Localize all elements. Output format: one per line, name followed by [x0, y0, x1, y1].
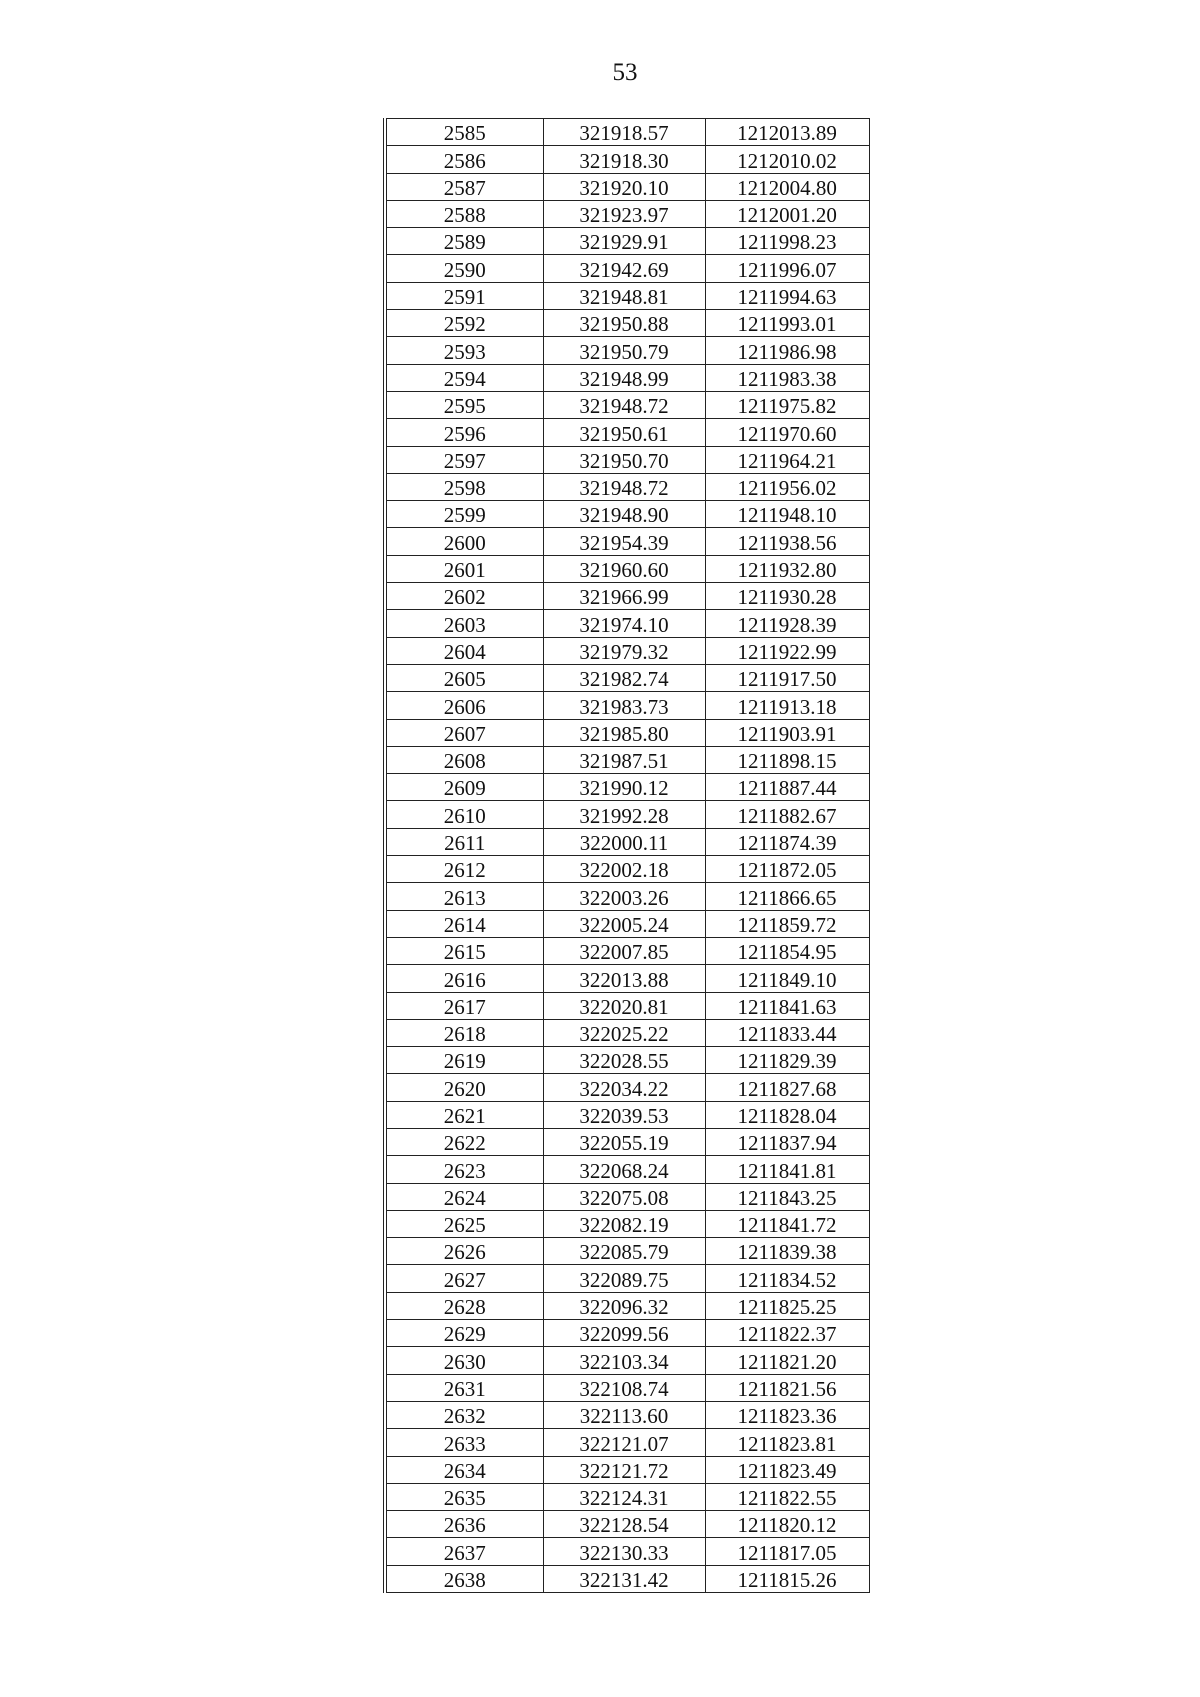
table-row [385, 1374, 869, 1401]
y-coordinate-cell: 1211913.18 [705, 692, 869, 719]
x-coordinate-cell: 321948.90 [543, 501, 705, 528]
x-coordinate-cell: 321990.12 [543, 774, 705, 801]
point-number-cell: 2598 [385, 473, 543, 500]
point-number-cell: 2622 [385, 1128, 543, 1155]
y-coordinate-cell: 1211996.07 [705, 255, 869, 282]
table-row [385, 965, 869, 992]
y-coordinate-cell: 1211822.55 [705, 1483, 869, 1510]
x-coordinate-cell: 321950.88 [543, 310, 705, 337]
x-coordinate-cell: 321948.72 [543, 473, 705, 500]
x-coordinate-cell: 321918.57 [543, 119, 705, 146]
y-coordinate-cell: 1211998.23 [705, 228, 869, 255]
table-row [385, 1429, 869, 1456]
point-number-cell: 2627 [385, 1265, 543, 1292]
point-number-cell: 2613 [385, 883, 543, 910]
x-coordinate-cell: 321954.39 [543, 528, 705, 555]
point-number-cell: 2611 [385, 828, 543, 855]
table-row [385, 255, 869, 282]
point-number-cell: 2590 [385, 255, 543, 282]
y-coordinate-cell: 1211859.72 [705, 910, 869, 937]
table-row [385, 200, 869, 227]
x-coordinate-cell: 322000.11 [543, 828, 705, 855]
table-row [385, 1511, 869, 1538]
coordinate-table [383, 118, 870, 1593]
y-coordinate-cell: 1211903.91 [705, 719, 869, 746]
table-row [385, 992, 869, 1019]
x-coordinate-cell: 322130.33 [543, 1538, 705, 1565]
y-coordinate-cell: 1211928.39 [705, 610, 869, 637]
point-number-cell: 2593 [385, 337, 543, 364]
table-row [385, 801, 869, 828]
point-number-cell: 2632 [385, 1401, 543, 1428]
x-coordinate-cell: 321950.79 [543, 337, 705, 364]
y-coordinate-cell: 1212010.02 [705, 146, 869, 173]
point-number-cell: 2604 [385, 637, 543, 664]
coordinate-table-body [385, 119, 869, 1593]
point-number-cell: 2624 [385, 1183, 543, 1210]
table-row [385, 473, 869, 500]
point-number-cell: 2619 [385, 1047, 543, 1074]
x-coordinate-cell: 321982.74 [543, 664, 705, 691]
point-number-cell: 2602 [385, 583, 543, 610]
x-coordinate-cell: 322113.60 [543, 1401, 705, 1428]
table-row [385, 364, 869, 391]
y-coordinate-cell: 1211823.36 [705, 1401, 869, 1428]
table-row [385, 746, 869, 773]
point-number-cell: 2597 [385, 446, 543, 473]
y-coordinate-cell: 1212001.20 [705, 200, 869, 227]
table-row [385, 337, 869, 364]
x-coordinate-cell: 322068.24 [543, 1156, 705, 1183]
x-coordinate-cell: 322085.79 [543, 1238, 705, 1265]
point-number-cell: 2634 [385, 1456, 543, 1483]
y-coordinate-cell: 1211837.94 [705, 1128, 869, 1155]
table-row [385, 1238, 869, 1265]
x-coordinate-cell: 322039.53 [543, 1101, 705, 1128]
table-row [385, 856, 869, 883]
x-coordinate-cell: 322082.19 [543, 1210, 705, 1237]
y-coordinate-cell: 1211866.65 [705, 883, 869, 910]
x-coordinate-cell: 322096.32 [543, 1292, 705, 1319]
x-coordinate-cell: 321985.80 [543, 719, 705, 746]
y-coordinate-cell: 1211817.05 [705, 1538, 869, 1565]
y-coordinate-cell: 1211839.38 [705, 1238, 869, 1265]
y-coordinate-cell: 1211841.63 [705, 992, 869, 1019]
point-number-cell: 2600 [385, 528, 543, 555]
y-coordinate-cell: 1211821.20 [705, 1347, 869, 1374]
point-number-cell: 2592 [385, 310, 543, 337]
point-number-cell: 2614 [385, 910, 543, 937]
y-coordinate-cell: 1211829.39 [705, 1047, 869, 1074]
y-coordinate-cell: 1211827.68 [705, 1074, 869, 1101]
table-row [385, 146, 869, 173]
table-row [385, 228, 869, 255]
table-row [385, 1156, 869, 1183]
x-coordinate-cell: 322131.42 [543, 1565, 705, 1592]
y-coordinate-cell: 1211882.67 [705, 801, 869, 828]
point-number-cell: 2629 [385, 1320, 543, 1347]
table-row [385, 637, 869, 664]
x-coordinate-cell: 322013.88 [543, 965, 705, 992]
table-row [385, 1183, 869, 1210]
x-coordinate-cell: 322025.22 [543, 1019, 705, 1046]
y-coordinate-cell: 1211922.99 [705, 637, 869, 664]
y-coordinate-cell: 1212004.80 [705, 173, 869, 200]
y-coordinate-cell: 1211854.95 [705, 937, 869, 964]
table-row [385, 282, 869, 309]
point-number-cell: 2588 [385, 200, 543, 227]
point-number-cell: 2610 [385, 801, 543, 828]
point-number-cell: 2623 [385, 1156, 543, 1183]
point-number-cell: 2606 [385, 692, 543, 719]
y-coordinate-cell: 1211843.25 [705, 1183, 869, 1210]
point-number-cell: 2636 [385, 1511, 543, 1538]
y-coordinate-cell: 1211828.04 [705, 1101, 869, 1128]
table-row [385, 1483, 869, 1510]
point-number-cell: 2612 [385, 856, 543, 883]
point-number-cell: 2603 [385, 610, 543, 637]
y-coordinate-cell: 1211983.38 [705, 364, 869, 391]
y-coordinate-cell: 1211825.25 [705, 1292, 869, 1319]
table-row [385, 774, 869, 801]
y-coordinate-cell: 1211994.63 [705, 282, 869, 309]
point-number-cell: 2618 [385, 1019, 543, 1046]
table-row [385, 583, 869, 610]
table-row [385, 173, 869, 200]
x-coordinate-cell: 322121.07 [543, 1429, 705, 1456]
table-row [385, 446, 869, 473]
x-coordinate-cell: 321983.73 [543, 692, 705, 719]
x-coordinate-cell: 322108.74 [543, 1374, 705, 1401]
table-row [385, 664, 869, 691]
y-coordinate-cell: 1212013.89 [705, 119, 869, 146]
y-coordinate-cell: 1211986.98 [705, 337, 869, 364]
table-row [385, 1210, 869, 1237]
table-row [385, 1347, 869, 1374]
x-coordinate-cell: 322007.85 [543, 937, 705, 964]
point-number-cell: 2595 [385, 391, 543, 418]
y-coordinate-cell: 1211822.37 [705, 1320, 869, 1347]
table-row [385, 1565, 869, 1592]
x-coordinate-cell: 321920.10 [543, 173, 705, 200]
point-number-cell: 2631 [385, 1374, 543, 1401]
table-row [385, 883, 869, 910]
table-row [385, 419, 869, 446]
x-coordinate-cell: 321918.30 [543, 146, 705, 173]
point-number-cell: 2591 [385, 282, 543, 309]
point-number-cell: 2616 [385, 965, 543, 992]
point-number-cell: 2589 [385, 228, 543, 255]
y-coordinate-cell: 1211833.44 [705, 1019, 869, 1046]
y-coordinate-cell: 1211887.44 [705, 774, 869, 801]
table-row [385, 1265, 869, 1292]
x-coordinate-cell: 322128.54 [543, 1511, 705, 1538]
y-coordinate-cell: 1211820.12 [705, 1511, 869, 1538]
table-row [385, 1320, 869, 1347]
table-row [385, 501, 869, 528]
point-number-cell: 2625 [385, 1210, 543, 1237]
x-coordinate-cell: 321950.61 [543, 419, 705, 446]
point-number-cell: 2586 [385, 146, 543, 173]
table-row [385, 1456, 869, 1483]
point-number-cell: 2626 [385, 1238, 543, 1265]
table-row [385, 937, 869, 964]
table-row [385, 1047, 869, 1074]
y-coordinate-cell: 1211823.49 [705, 1456, 869, 1483]
x-coordinate-cell: 321948.72 [543, 391, 705, 418]
y-coordinate-cell: 1211930.28 [705, 583, 869, 610]
y-coordinate-cell: 1211993.01 [705, 310, 869, 337]
table-row [385, 1401, 869, 1428]
x-coordinate-cell: 322020.81 [543, 992, 705, 1019]
x-coordinate-cell: 321966.99 [543, 583, 705, 610]
y-coordinate-cell: 1211898.15 [705, 746, 869, 773]
x-coordinate-cell: 322034.22 [543, 1074, 705, 1101]
table-row [385, 1101, 869, 1128]
y-coordinate-cell: 1211841.81 [705, 1156, 869, 1183]
y-coordinate-cell: 1211841.72 [705, 1210, 869, 1237]
x-coordinate-cell: 322028.55 [543, 1047, 705, 1074]
table-row [385, 391, 869, 418]
point-number-cell: 2605 [385, 664, 543, 691]
x-coordinate-cell: 321960.60 [543, 555, 705, 582]
x-coordinate-cell: 321948.99 [543, 364, 705, 391]
x-coordinate-cell: 321979.32 [543, 637, 705, 664]
point-number-cell: 2621 [385, 1101, 543, 1128]
x-coordinate-cell: 322099.56 [543, 1320, 705, 1347]
point-number-cell: 2599 [385, 501, 543, 528]
point-number-cell: 2587 [385, 173, 543, 200]
y-coordinate-cell: 1211815.26 [705, 1565, 869, 1592]
y-coordinate-cell: 1211849.10 [705, 965, 869, 992]
table-row [385, 310, 869, 337]
y-coordinate-cell: 1211834.52 [705, 1265, 869, 1292]
table-row [385, 910, 869, 937]
y-coordinate-cell: 1211964.21 [705, 446, 869, 473]
point-number-cell: 2607 [385, 719, 543, 746]
x-coordinate-cell: 322089.75 [543, 1265, 705, 1292]
table-row [385, 610, 869, 637]
x-coordinate-cell: 322124.31 [543, 1483, 705, 1510]
y-coordinate-cell: 1211938.56 [705, 528, 869, 555]
page-number: 53 [612, 59, 638, 86]
point-number-cell: 2594 [385, 364, 543, 391]
y-coordinate-cell: 1211932.80 [705, 555, 869, 582]
x-coordinate-cell: 321929.91 [543, 228, 705, 255]
point-number-cell: 2617 [385, 992, 543, 1019]
y-coordinate-cell: 1211823.81 [705, 1429, 869, 1456]
x-coordinate-cell: 322055.19 [543, 1128, 705, 1155]
table-row [385, 1538, 869, 1565]
table-row [385, 719, 869, 746]
x-coordinate-cell: 322002.18 [543, 856, 705, 883]
point-number-cell: 2608 [385, 746, 543, 773]
x-coordinate-cell: 321923.97 [543, 200, 705, 227]
x-coordinate-cell: 321942.69 [543, 255, 705, 282]
table-row [385, 692, 869, 719]
x-coordinate-cell: 321992.28 [543, 801, 705, 828]
y-coordinate-cell: 1211821.56 [705, 1374, 869, 1401]
table-row [385, 1074, 869, 1101]
point-number-cell: 2633 [385, 1429, 543, 1456]
y-coordinate-cell: 1211970.60 [705, 419, 869, 446]
y-coordinate-cell: 1211956.02 [705, 473, 869, 500]
point-number-cell: 2638 [385, 1565, 543, 1592]
y-coordinate-cell: 1211948.10 [705, 501, 869, 528]
table-row [385, 828, 869, 855]
x-coordinate-cell: 321974.10 [543, 610, 705, 637]
x-coordinate-cell: 322005.24 [543, 910, 705, 937]
table-row [385, 119, 869, 146]
point-number-cell: 2635 [385, 1483, 543, 1510]
point-number-cell: 2630 [385, 1347, 543, 1374]
table-row [385, 1019, 869, 1046]
point-number-cell: 2615 [385, 937, 543, 964]
point-number-cell: 2596 [385, 419, 543, 446]
y-coordinate-cell: 1211917.50 [705, 664, 869, 691]
point-number-cell: 2620 [385, 1074, 543, 1101]
point-number-cell: 2601 [385, 555, 543, 582]
x-coordinate-cell: 322075.08 [543, 1183, 705, 1210]
y-coordinate-cell: 1211872.05 [705, 856, 869, 883]
y-coordinate-cell: 1211874.39 [705, 828, 869, 855]
x-coordinate-cell: 322121.72 [543, 1456, 705, 1483]
point-number-cell: 2628 [385, 1292, 543, 1319]
x-coordinate-cell: 321987.51 [543, 746, 705, 773]
point-number-cell: 2585 [385, 119, 543, 146]
point-number-cell: 2637 [385, 1538, 543, 1565]
x-coordinate-cell: 321950.70 [543, 446, 705, 473]
table-row [385, 1128, 869, 1155]
y-coordinate-cell: 1211975.82 [705, 391, 869, 418]
x-coordinate-cell: 321948.81 [543, 282, 705, 309]
x-coordinate-cell: 322103.34 [543, 1347, 705, 1374]
point-number-cell: 2609 [385, 774, 543, 801]
x-coordinate-cell: 322003.26 [543, 883, 705, 910]
table-row [385, 1292, 869, 1319]
table-row [385, 528, 869, 555]
table-row [385, 555, 869, 582]
